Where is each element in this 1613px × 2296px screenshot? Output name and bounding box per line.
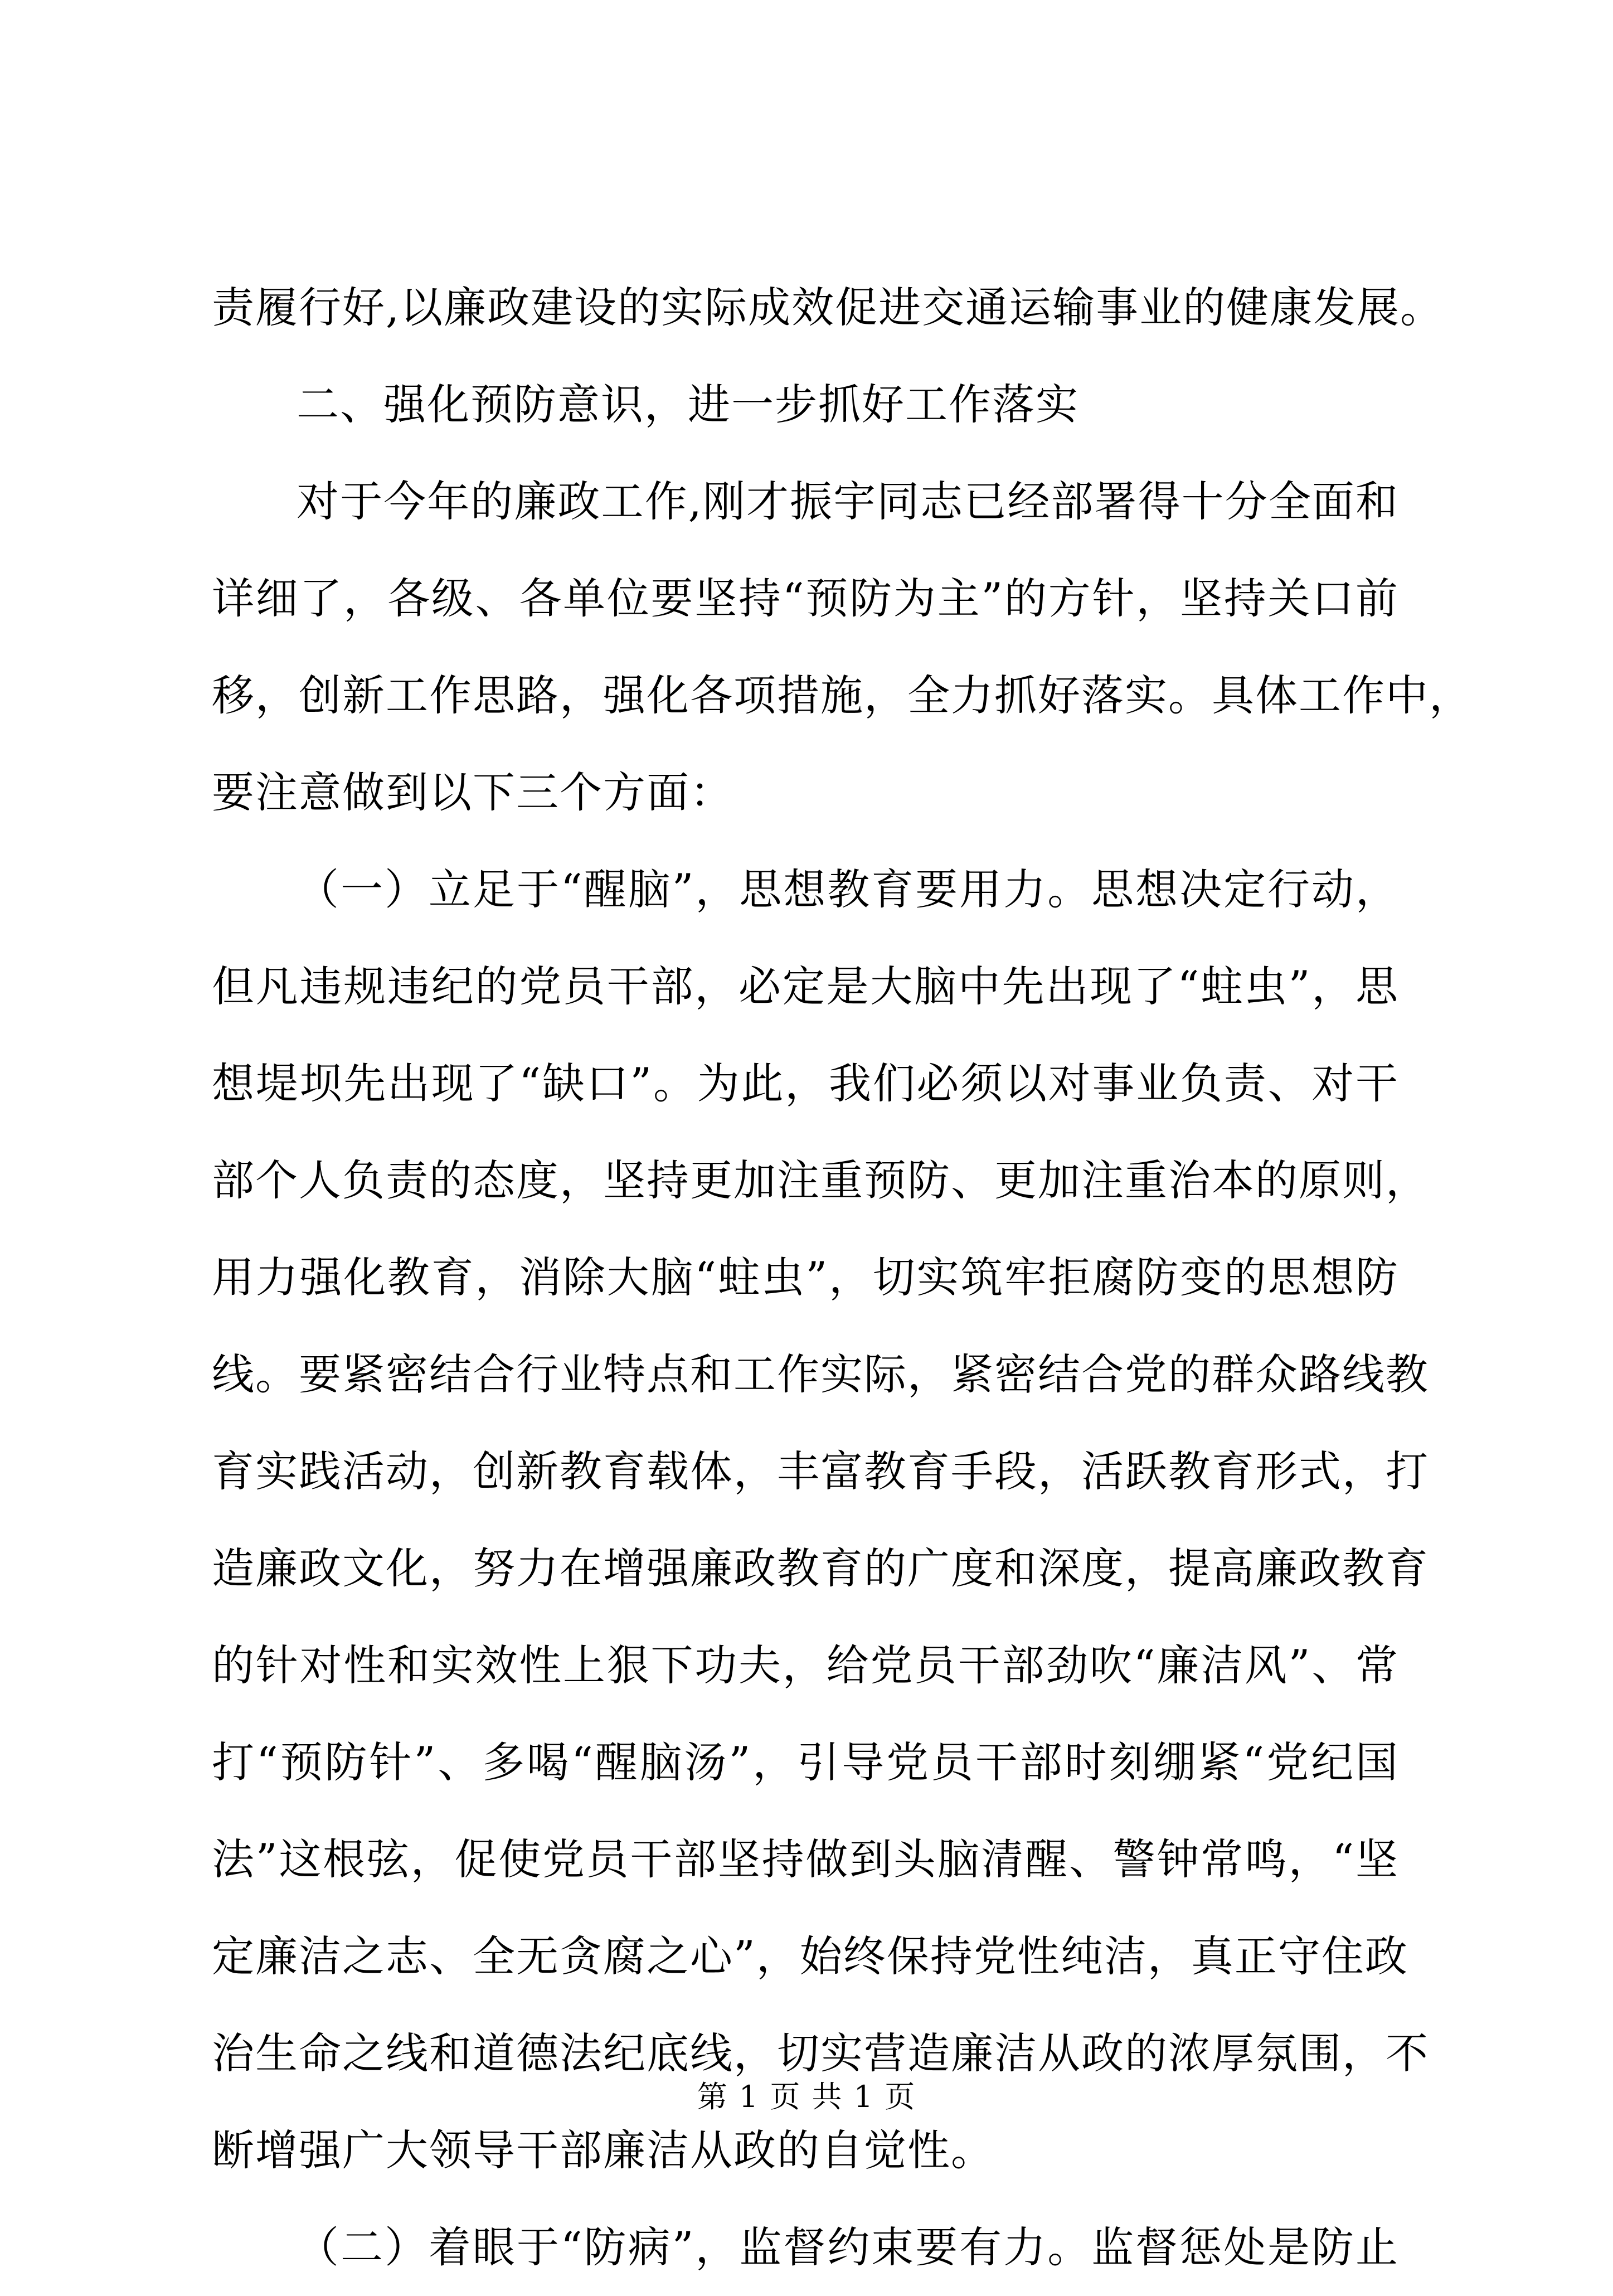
subsection-heading: （一）立足于“醒脑”，思想教育要用力。思想决定行动， [297,865,1399,914]
body-line: 对于今年的廉政工作,刚才振宇同志已经部署得十分全面和 [297,477,1399,526]
document-body [212,259,1473,2296]
body-line: 部个人负责的态度，坚持更加注重预防、更加注重治本的原则， [212,1156,1429,1205]
body-line: 线。要紧密结合行业特点和工作实际，紧密结合党的群众路线教 [212,1350,1429,1399]
body-line: 详细了，各级、各单位要坚持“预防为主”的方针，坚持关口前 [212,574,1399,623]
body-line: 治生命之线和道德法纪底线，切实营造廉洁从政的浓厚氛围，不 [212,2028,1429,2078]
body-line: 法”这根弦，促使党员干部坚持做到头脑清醒、警钟常鸣，“坚 [212,1834,1399,1884]
body-line: 造廉政文化，努力在增强廉政教育的广度和深度，提高廉政教育 [212,1543,1429,1593]
page-footer: 第 1 页 共 1 页 [697,2079,916,2114]
body-line: 定廉洁之志、全无贪腐之心”，始终保持党性纯洁，真正守住政 [212,1931,1408,1981]
body-line: 的针对性和实效性上狠下功夫，给党员干部劲吹“廉洁风”、常 [212,1640,1399,1690]
body-line: 断增强广大领导干部廉洁从政的自觉性。 [212,2125,994,2175]
body-line: 移，创新工作思路，强化各项措施，全力抓好落实。具体工作中， [212,671,1473,720]
body-line: 育实践活动，创新教育载体，丰富教育手段，活跃教育形式，打 [212,1446,1429,1496]
body-line: 用力强化教育，消除大脑“蛀虫”，切实筑牢拒腐防变的思想防 [212,1253,1399,1302]
body-line: 要注意做到以下三个方面： [212,768,733,817]
body-line: 但凡违规违纪的党员干部，必定是大脑中先出现了“蛀虫”，思 [212,962,1399,1011]
body-line: 责履行好,以廉政建设的实际成效促进交通运输事业的健康发展。 [212,283,1444,332]
subsection-heading: （二）着眼于“防病”，监督约束要有力。监督惩处是防止 [297,2222,1399,2272]
body-line: 想堤坝先出现了“缺口”。为此，我们必须以对事业负责、对干 [212,1059,1399,1108]
section-heading: 二、强化预防意识，进一步抓好工作落实 [297,380,1079,429]
body-line: 打“预防针”、多喝“醒脑汤”，引导党员干部时刻绷紧“党纪国 [212,1737,1399,1787]
